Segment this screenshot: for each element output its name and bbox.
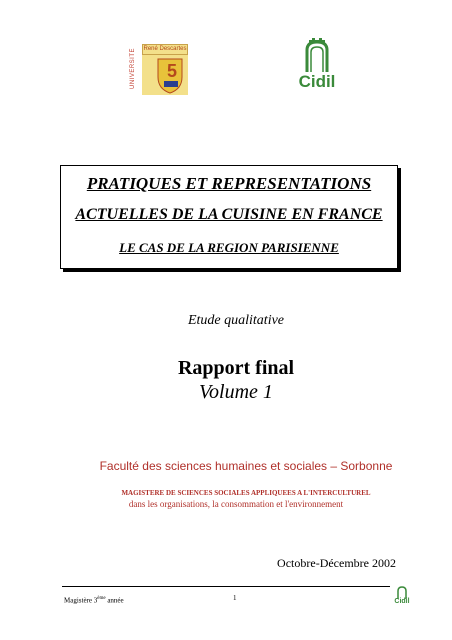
footer-divider <box>62 586 390 587</box>
title-box <box>60 165 398 269</box>
footer-cidil-wordmark: Cidil <box>394 598 410 605</box>
footer-program-sup: ème <box>97 596 106 601</box>
program-title: MAGISTERE DE SCIENCES SOCIALES APPLIQUEES A L'INTERCULTUREL <box>121 489 371 497</box>
report-title: Rapport final <box>177 357 295 379</box>
study-type: Etude qualitative <box>187 313 285 328</box>
page-number: 1 <box>233 594 237 602</box>
university-vertical-label: UNIVERSITÉ <box>130 47 136 89</box>
cidil-wordmark: Cidil <box>298 72 336 91</box>
title-line-1: PRATIQUES ET REPRESENTATIONS <box>86 174 372 193</box>
university-numeral: 5 <box>166 61 178 81</box>
university-shield-icon <box>142 55 188 95</box>
title-line-3: LE CAS DE LA REGION PARISIENNE <box>119 240 339 255</box>
cidil-logo <box>290 38 344 98</box>
footer-cidil-logo <box>391 586 413 610</box>
title-line-2: ACTUELLES DE LA CUISINE EN FRANCE <box>75 206 383 223</box>
university-logo <box>130 40 190 96</box>
report-date: Octobre-Décembre 2002 <box>277 556 396 570</box>
footer-program-prefix: Magistère 3 <box>64 596 98 605</box>
footer-program <box>64 596 124 604</box>
program-subtitle: dans les organisations, la consommation et l'environnement <box>128 499 344 509</box>
faculty-name: Faculté des sciences humaines et sociales – Sorbonne <box>99 459 393 473</box>
volume-label: Volume 1 <box>199 381 273 403</box>
cidil-emblem-icon <box>290 38 344 74</box>
university-name-banner: René Descartes <box>142 44 188 55</box>
footer-program-suffix: année <box>105 596 124 605</box>
